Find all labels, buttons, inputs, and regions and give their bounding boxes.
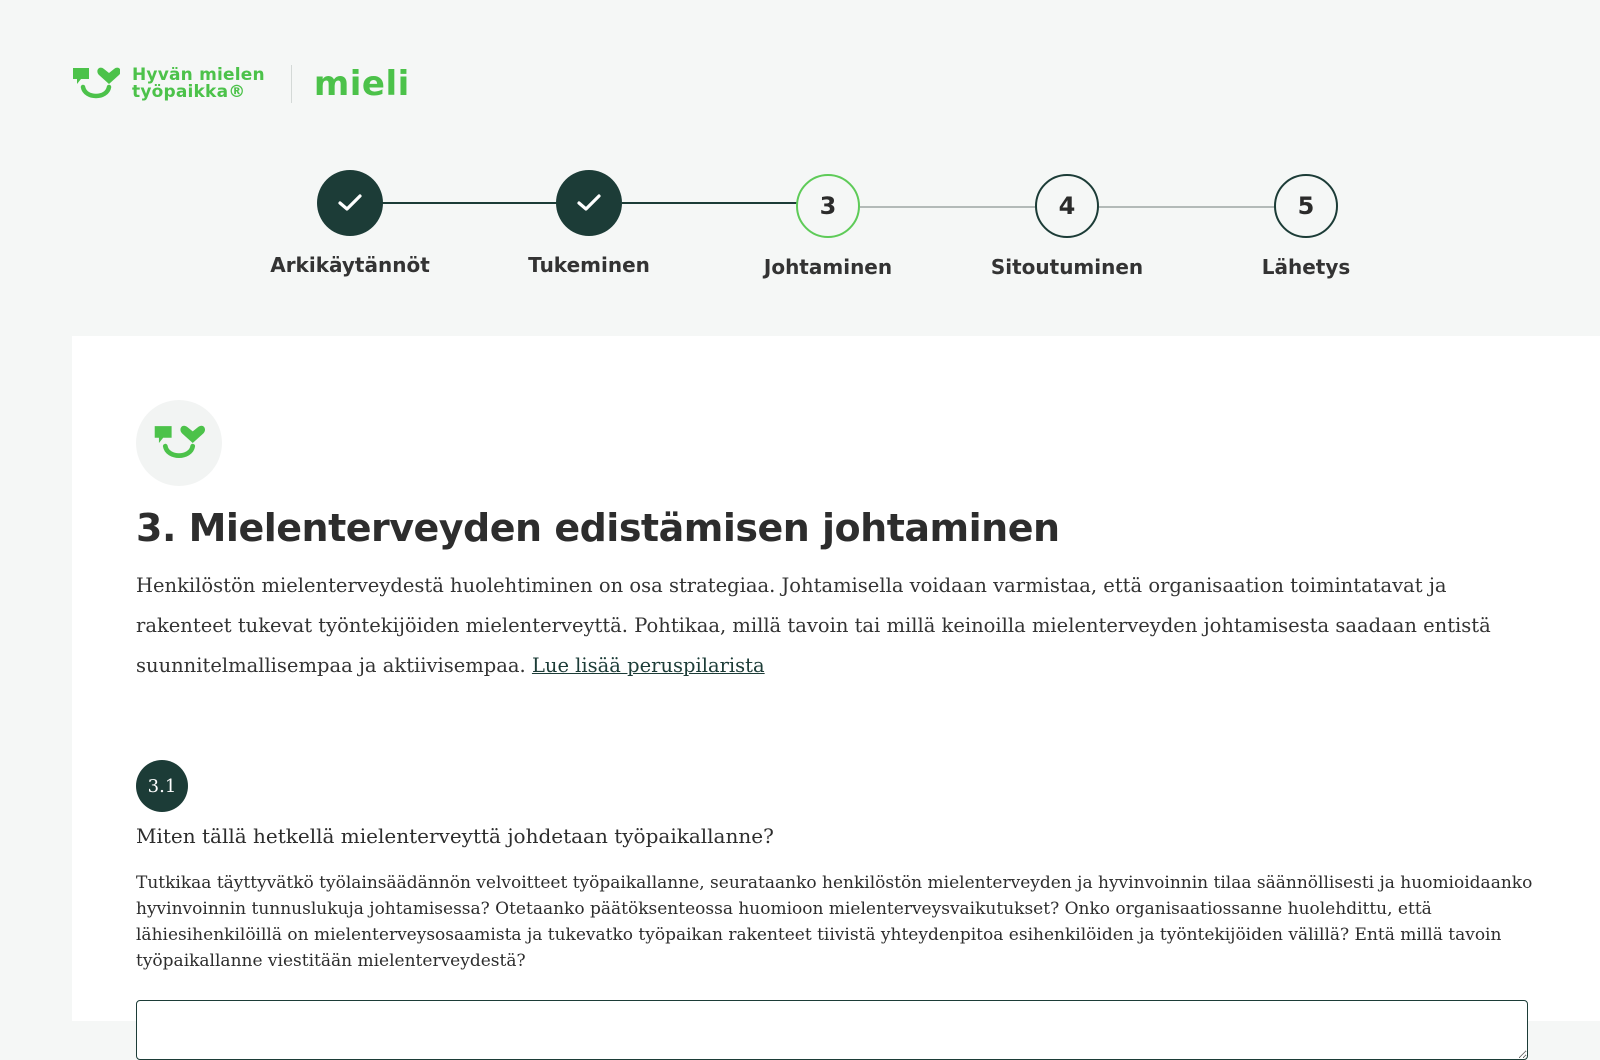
- read-more-link[interactable]: Lue lisää peruspilarista: [531, 654, 765, 677]
- mieli-logo[interactable]: mieli: [313, 64, 410, 104]
- section-intro-text: Henkilöstön mielenterveydestä huolehtiminen on osa strategiaa. Johtamisella voidaan varmistaa, että organisaation toimintatavat ja rakenteet tukevat työntekijöiden mielenterveyttä. Pohtikaa, millä tavoin tai millä keinoilla mielenterveyden johtamisesta saadaan entistä suunnitelmallisempaa ja aktiivisempaa.: [136, 574, 1491, 677]
- question-title: Miten tällä hetkellä mielenterveyttä johdetaan työpaikallanne?: [136, 824, 774, 848]
- checkmark-icon: [337, 193, 363, 213]
- hyvan-mielen-tyopaikka-logo[interactable]: [72, 66, 265, 102]
- logo-line-2: työpaikka®: [132, 82, 246, 102]
- step-number: 5: [1297, 192, 1315, 220]
- step-tukeminen[interactable]: [509, 170, 669, 277]
- question-description: Tutkikaa täyttyvätkö työlainsäädännön velvoitteet työpaikallanne, seurataanko henkilöstön mielenterveyden ja hyvinvoinnin tilaa säännöllisesti ja huomioidaanko hyvinvoinnin tunnuslukuja johtamisessa? Otetaanko päätöksenteossa huomioon mielenterveysvaikutukset? Onko organisaatiossanne huolehdittu, että lähiesihenkilöillä on mielenterveysosaamista ja tukevatko työpaikan rakenteet tiivistä yhteydenpitoa esihenkilöiden ja työntekijöiden välillä? Entä millä tavoin työpaikallanne viestitään mielenterveydestä?: [136, 873, 1533, 971]
- smiley-heart-icon: [72, 66, 120, 102]
- step-label: Lähetys: [1261, 255, 1351, 279]
- content-card: [72, 336, 1600, 1021]
- step-number: 4: [1058, 192, 1076, 220]
- logo-divider: [291, 65, 292, 103]
- step-label: Johtaminen: [763, 255, 893, 279]
- step-label: Arkikäytännöt: [270, 253, 430, 277]
- step-circle-upcoming: [1274, 174, 1338, 238]
- step-circle-upcoming: [1035, 174, 1099, 238]
- step-johtaminen[interactable]: [748, 174, 908, 279]
- step-arkikaytannot[interactable]: [270, 170, 430, 277]
- section-title: 3. Mielenterveyden edistämisen johtaminen: [136, 506, 1060, 550]
- checkmark-icon: [576, 193, 602, 213]
- step-circle-completed: [317, 170, 383, 236]
- section-intro: [136, 566, 1536, 686]
- answer-textarea[interactable]: [136, 1000, 1528, 1060]
- logo-line-1: Hyvän mielen: [132, 65, 265, 85]
- question-number-badge: 3.1: [136, 760, 188, 812]
- step-label: Sitoutuminen: [990, 255, 1144, 279]
- smiley-heart-icon: [153, 424, 205, 462]
- step-sitoutuminen[interactable]: [987, 174, 1147, 279]
- step-lahetys[interactable]: [1226, 174, 1386, 279]
- step-circle-current: [796, 174, 860, 238]
- header: [72, 60, 410, 108]
- progress-stepper: [0, 170, 1600, 300]
- logo-wordmark: [132, 67, 265, 101]
- section-icon-bubble: [136, 400, 222, 486]
- step-label: Tukeminen: [528, 253, 650, 277]
- step-number: 3: [819, 192, 837, 220]
- step-circle-completed: [556, 170, 622, 236]
